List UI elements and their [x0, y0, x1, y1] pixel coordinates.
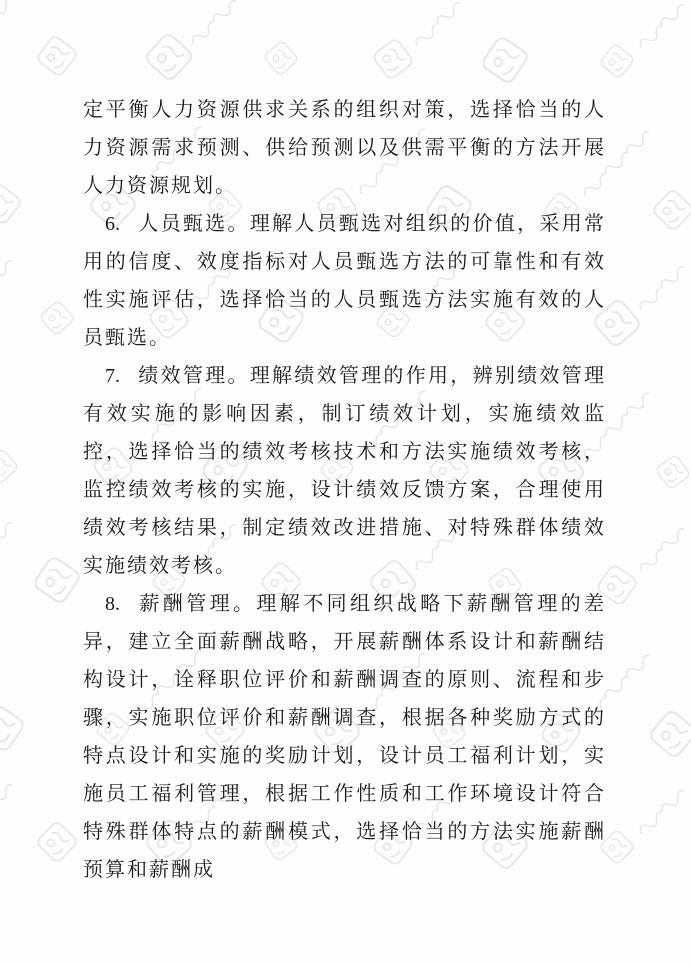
paragraph-text: 人员甄选。理解人员甄选对组织的价值，采用常用的信度、效度指标对人员甄选方法的可靠性和有效性实施评估，选择恰当的人员甄选方法实施有效的人员甄选。 — [83, 213, 606, 349]
paragraph-number: 8. — [105, 593, 120, 615]
paragraph-text: 薪酬管理。理解不同组织战略下薪酬管理的差异，建立全面薪酬战略，开展薪酬体系设计和薪酬结构设计，诠释职位评价和薪酬调查的原则、流程和步骤，实施职位评价和薪酬调查，根据各种奖励方式的特点设计和实施的奖励计划，设计员工福利计划，实施员工福利管理，根据工作性质和工作环境设计符合特殊群体特点的薪酬模式，选择恰当的方法实施薪酬预算和薪酬成 — [83, 593, 606, 881]
paragraph-text: 定平衡人力资源供求关系的组织对策，选择恰当的人力资源需求预测、供给预测以及供需平衡的方法开展人力资源规划。 — [83, 99, 606, 197]
paragraph — [83, 205, 606, 357]
document-content — [83, 91, 606, 889]
paragraph-number: 7. — [105, 365, 120, 387]
paragraph-number: 6. — [105, 213, 120, 235]
paragraph — [83, 585, 606, 889]
paragraph-text: 绩效管理。理解绩效管理的作用，辨别绩效管理有效实施的影响因素，制订绩效计划，实施绩效监控，选择恰当的绩效考核技术和方法实施绩效考核，监控绩效考核的实施，设计绩效反馈方案，合理使用绩效考核结果，制定绩效改进措施、对特殊群体绩效实施绩效考核。 — [83, 365, 606, 577]
paragraph — [83, 91, 606, 205]
paragraph — [83, 357, 606, 585]
